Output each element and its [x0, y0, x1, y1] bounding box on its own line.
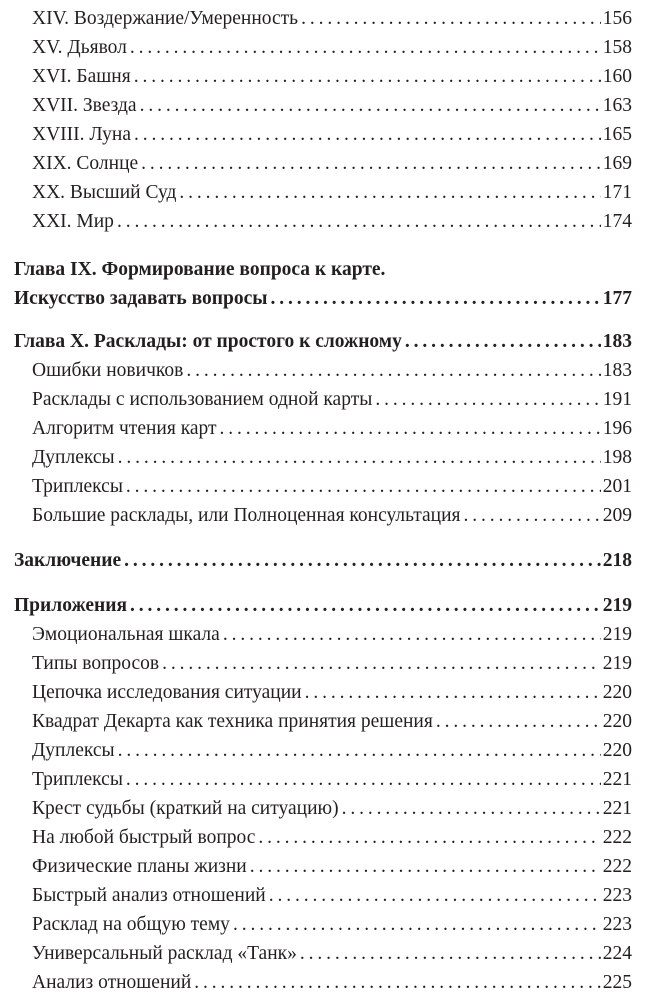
dot-leader	[118, 736, 601, 765]
dot-leader	[305, 678, 601, 707]
toc-entry-title: Крест судьбы (краткий на ситуацию)	[32, 798, 339, 819]
dot-leader	[220, 414, 601, 443]
toc-page-number: 220	[602, 711, 632, 732]
toc-chapter-entry[interactable]	[14, 546, 632, 575]
toc-entry-title: Глава IX. Формирование вопроса к карте.	[14, 259, 386, 280]
toc-page-number: 183	[602, 331, 632, 352]
dot-leader	[194, 968, 600, 997]
toc-entry[interactable]	[32, 968, 632, 997]
dot-leader	[233, 910, 601, 939]
dot-leader	[270, 284, 600, 313]
toc-chapter-entry[interactable]	[14, 284, 632, 313]
toc-page-number: 171	[602, 182, 632, 203]
dot-leader	[126, 472, 601, 501]
toc-entry-title: Приложения	[14, 595, 128, 616]
toc-entry[interactable]	[32, 881, 632, 910]
toc-entry-title: Типы вопросов	[32, 653, 160, 674]
toc-entry-title: XV. Дьявол	[32, 37, 127, 58]
dot-leader	[162, 649, 601, 678]
toc-page-number: 219	[602, 624, 632, 645]
dot-leader	[124, 546, 601, 575]
toc-entry-title: Универсальный расклад «Танк»	[32, 943, 297, 964]
toc-entry-title: Дуплексы	[32, 740, 115, 761]
toc-entry[interactable]	[32, 178, 632, 207]
toc-entry-title: XVIII. Луна	[32, 124, 131, 145]
toc-entry[interactable]	[32, 707, 632, 736]
toc-entry[interactable]	[32, 120, 632, 149]
toc-page-number: 220	[602, 682, 632, 703]
toc-page-number: 223	[602, 885, 632, 906]
toc-entry-title: Триплексы	[32, 476, 123, 497]
dot-leader	[301, 4, 601, 33]
toc-entry-title: Заключение	[14, 550, 122, 571]
toc-chapter-entry[interactable]	[14, 327, 632, 356]
dot-leader	[130, 33, 601, 62]
dot-leader	[342, 794, 601, 823]
toc-entry-title: На любой быстрый вопрос	[32, 827, 256, 848]
toc-page-number: 169	[602, 153, 632, 174]
toc-entry-title: Анализ отношений	[32, 972, 192, 993]
toc-chapter-entry[interactable]	[14, 255, 632, 284]
toc-entry[interactable]	[32, 794, 632, 823]
toc-entry[interactable]	[32, 939, 632, 968]
toc-entry[interactable]	[32, 678, 632, 707]
toc-entry[interactable]	[32, 149, 632, 178]
dot-leader	[186, 356, 600, 385]
toc-page-number: 220	[602, 740, 632, 761]
toc-entry[interactable]	[32, 207, 632, 236]
toc-page-number: 222	[602, 856, 632, 877]
dot-leader	[223, 620, 601, 649]
dot-leader	[130, 591, 601, 620]
toc-page-number: 219	[602, 595, 632, 616]
toc-entry[interactable]	[32, 33, 632, 62]
toc-page-number: 221	[602, 769, 632, 790]
toc-entry-title: Искусство задавать вопросы	[14, 288, 268, 309]
toc-entry-title: XXI. Мир	[32, 211, 114, 232]
toc-entry[interactable]	[32, 91, 632, 120]
dot-leader	[405, 327, 601, 356]
toc-entry-title: Быстрый анализ отношений	[32, 885, 266, 906]
toc-entry-title: Глава X. Расклады: от простого к сложному	[14, 331, 402, 352]
toc-entry[interactable]	[32, 472, 632, 501]
toc-entry-title: Ошибки новичков	[32, 360, 184, 381]
dot-leader	[436, 707, 601, 736]
dot-leader	[134, 120, 601, 149]
toc-page-number: 225	[602, 972, 632, 993]
toc-page-number: 219	[602, 653, 632, 674]
toc-entry[interactable]	[32, 4, 632, 33]
toc-entry[interactable]	[32, 501, 632, 530]
toc-entry-title: Большие расклады, или Полноценная консультация	[32, 505, 461, 526]
dot-leader	[141, 149, 601, 178]
toc-entry-title: XVII. Звезда	[32, 95, 137, 116]
toc-page-number: 158	[602, 37, 632, 58]
toc-page-number: 156	[602, 8, 632, 29]
toc-page-number: 221	[602, 798, 632, 819]
toc-page-number: 224	[602, 943, 632, 964]
toc-page-number: 165	[602, 124, 632, 145]
toc-page-number: 222	[602, 827, 632, 848]
dot-leader	[117, 207, 601, 236]
toc-page-number: 223	[602, 914, 632, 935]
dot-leader	[269, 881, 601, 910]
toc-entry-title: Физические планы жизни	[32, 856, 247, 877]
toc-entry[interactable]	[32, 823, 632, 852]
toc-entry[interactable]	[32, 765, 632, 794]
toc-entry-title: XVI. Башня	[32, 66, 131, 87]
toc-entry-title: Триплексы	[32, 769, 123, 790]
toc-entry[interactable]	[32, 620, 632, 649]
toc-page-number: 191	[602, 389, 632, 410]
toc-entry[interactable]	[32, 649, 632, 678]
toc-chapter-entry[interactable]	[14, 591, 632, 620]
dot-leader	[126, 765, 601, 794]
toc-entry-title: Цепочка исследования ситуации	[32, 682, 302, 703]
toc-entry[interactable]	[32, 736, 632, 765]
toc-entry[interactable]	[32, 910, 632, 939]
toc-entry[interactable]	[32, 852, 632, 881]
toc-page-number: 163	[602, 95, 632, 116]
toc-entry[interactable]	[32, 356, 632, 385]
dot-leader	[258, 823, 600, 852]
toc-entry-title: Алгоритм чтения карт	[32, 418, 217, 439]
dot-leader	[375, 385, 600, 414]
toc-entry-title: Эмоциональная шкала	[32, 624, 220, 645]
toc-entry[interactable]	[32, 443, 632, 472]
toc-entry-title: Дуплексы	[32, 447, 115, 468]
toc-page-number: 201	[602, 476, 632, 497]
toc-page-number: 183	[602, 360, 632, 381]
toc-entry-title: XIV. Воздержание/Умеренность	[32, 8, 299, 29]
toc-page-number: 198	[602, 447, 632, 468]
toc-page-number: 196	[602, 418, 632, 439]
dot-leader	[134, 62, 601, 91]
toc-page-number: 174	[602, 211, 632, 232]
dot-leader	[250, 852, 601, 881]
toc-entry-title: Квадрат Декарта как техника принятия решения	[32, 711, 433, 732]
toc-entry[interactable]	[32, 414, 632, 443]
dot-leader	[179, 178, 600, 207]
toc-entry-title: Расклады с использованием одной карты	[32, 389, 373, 410]
dot-leader	[464, 501, 601, 530]
toc-page-number: 177	[602, 288, 632, 309]
toc-page-number: 209	[602, 505, 632, 526]
toc-entry-title: XX. Высший Суд	[32, 182, 177, 203]
toc-page-number: 160	[602, 66, 632, 87]
toc-entry-title: XIX. Солнце	[32, 153, 139, 174]
toc-entry[interactable]	[32, 385, 632, 414]
toc-page-number: 218	[602, 550, 632, 571]
toc-entry[interactable]	[32, 62, 632, 91]
toc-entry-title: Расклад на общую тему	[32, 914, 230, 935]
dot-leader	[300, 939, 601, 968]
dot-leader	[118, 443, 601, 472]
dot-leader	[140, 91, 601, 120]
